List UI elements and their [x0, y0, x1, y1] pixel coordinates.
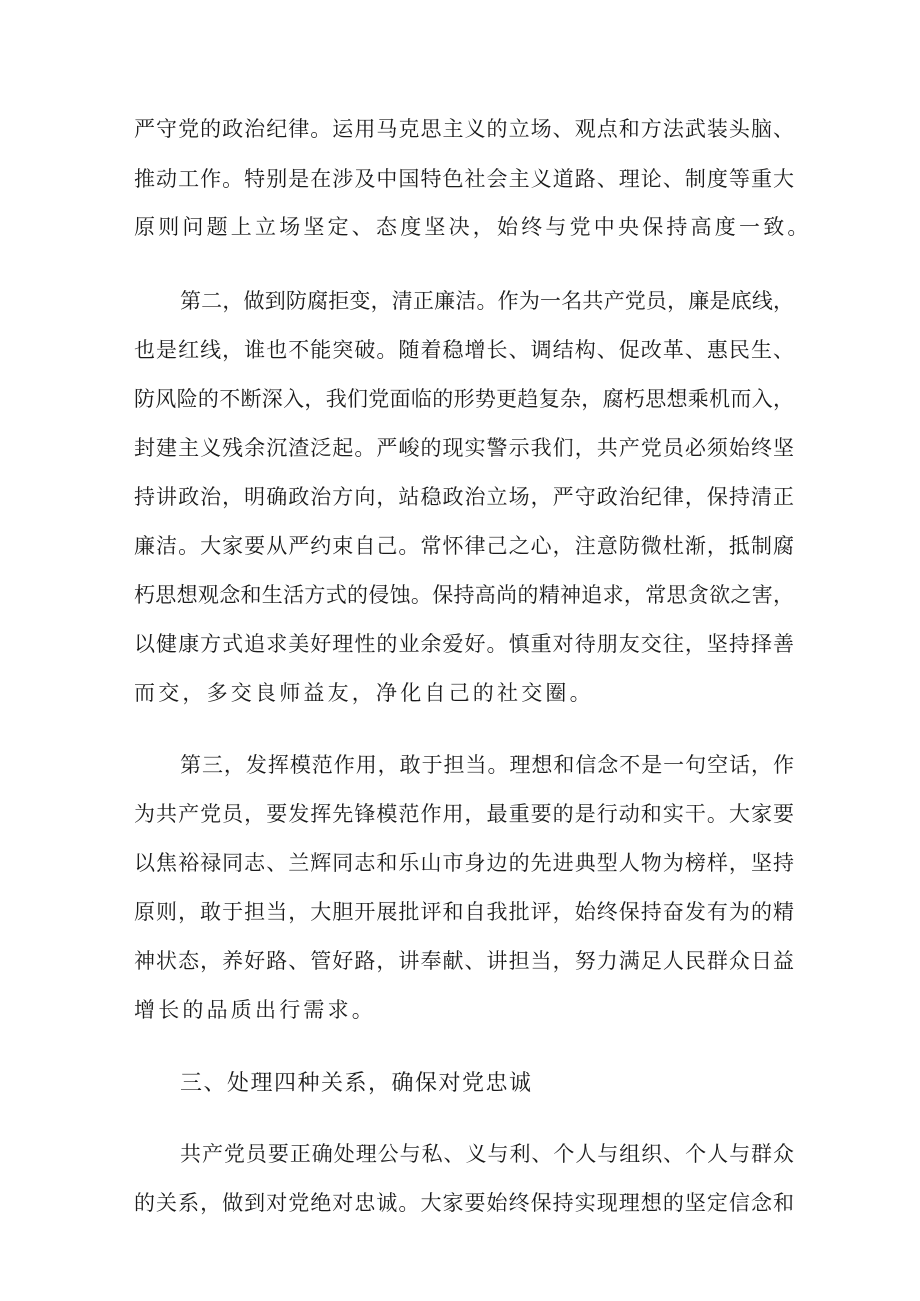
text-line: 第三，发挥模范作用，敢于担当。理想和信念不是一句空话，作 [180, 753, 794, 777]
text-line: 增长的品质出行需求。 [134, 998, 376, 1022]
text-line: 也是红线，谁也不能突破。随着稳增长、调结构、促改革、惠民生、 [134, 338, 794, 362]
text-line: 防风险的不断深入，我们党面临的形势更趋复杂，腐朽思想乘机而入， [134, 387, 794, 411]
text-line: 严守党的政治纪律。运用马克思主义的立场、观点和方法武装头脑、 [134, 117, 794, 141]
text-line: 第二，做到防腐拒变，清正廉洁。作为一名共产党员，廉是底线， [180, 289, 794, 313]
text-line: 原则，敢于担当，大胆开展批评和自我批评，始终保持奋发有为的精 [134, 900, 794, 924]
text-line: 廉洁。大家要从严约束自己。常怀律己之心，注意防微杜渐，抵制腐 [134, 534, 794, 558]
text-line: 持讲政治，明确政治方向，站稳政治立场，严守政治纪律，保持清正 [134, 485, 794, 509]
section-heading: 三、处理四种关系，确保对党忠诚 [180, 1071, 533, 1096]
text-line: 原则问题上立场坚定、态度坚决，始终与党中央保持高度一致。 [134, 215, 812, 239]
text-line: 推动工作。特别是在涉及中国特色社会主义道路、理论、制度等重大 [134, 167, 794, 191]
text-line: 以健康方式追求美好理性的业余爱好。慎重对待朋友交往，坚持择善 [134, 632, 794, 656]
text-line: 而交，多交良师益友，净化自己的社交圈。 [134, 681, 594, 705]
text-line: 以焦裕禄同志、兰辉同志和乐山市身边的先进典型人物为榜样，坚持 [134, 851, 794, 875]
text-line: 共产党员要正确处理公与私、义与利、个人与组织、个人与群众 [180, 1142, 794, 1166]
text-line: 神状态，养好路、管好路，讲奉献、讲担当，努力满足人民群众日益 [134, 949, 794, 973]
text-line: 朽思想观念和生活方式的侵蚀。保持高尚的精神追求，常思贪欲之害， [134, 583, 794, 607]
text-line: 封建主义残余沉渣泛起。严峻的现实警示我们，共产党员必须始终坚 [134, 436, 794, 460]
text-line: 为共产党员，要发挥先锋模范作用，最重要的是行动和实干。大家要 [134, 802, 794, 826]
text-line: 的关系，做到对党绝对忠诚。大家要始终保持实现理想的坚定信念和 [134, 1191, 794, 1215]
